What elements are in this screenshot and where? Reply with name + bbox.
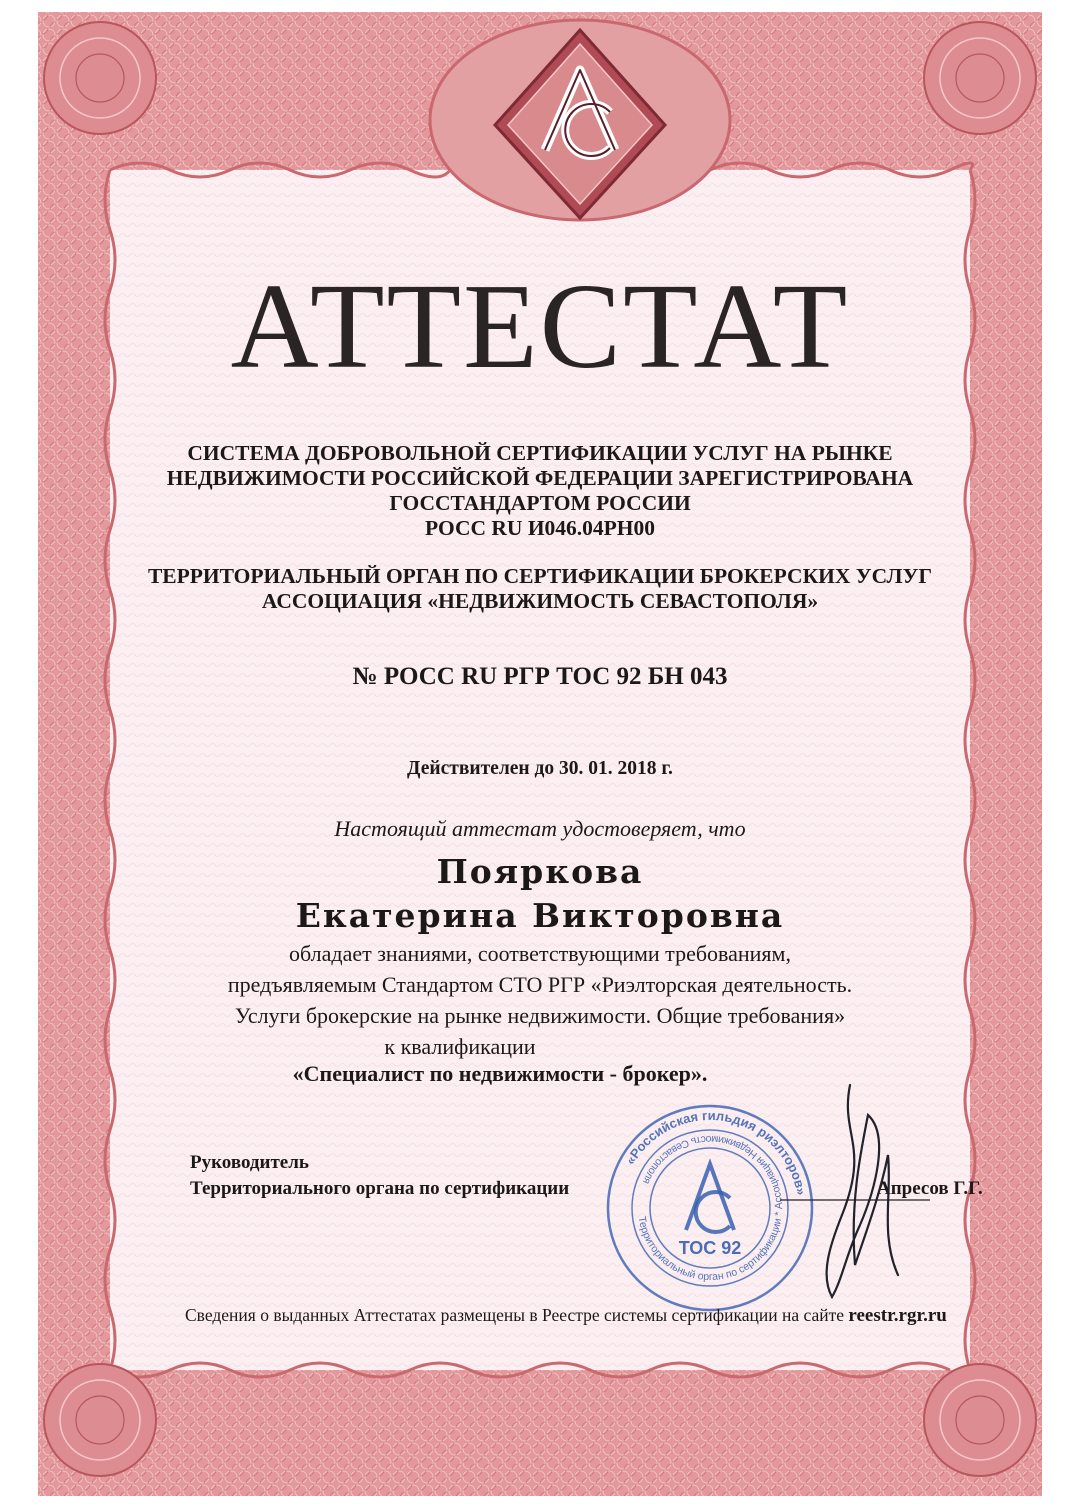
- qualification: «Специалист по недвижимости - брокер».: [292, 1061, 708, 1086]
- body-line-4: к квалификации: [384, 1034, 536, 1059]
- stamp-as-logo-icon: [686, 1164, 734, 1232]
- holder-surname: Пояркова: [436, 852, 644, 891]
- registry-site: reestr.rgr.ru: [848, 1305, 947, 1326]
- stamp-inner-text: Территориальный орган по сертификации * Ассоциация Недвижимость Севастополя: [635, 1132, 786, 1284]
- organ-line-1: ТЕРРИТОРИАЛЬНЫЙ ОРГАН ПО СЕРТИФИКАЦИИ БРОКЕРСКИХ УСЛУГ: [147, 564, 933, 588]
- system-line-3: ГОССТАНДАРТОМ РОССИИ: [389, 491, 691, 515]
- corner-rosette: [924, 22, 1036, 134]
- system-registration-number: РОСС RU И046.04РН00: [424, 516, 656, 540]
- registry-footer: [185, 1305, 947, 1327]
- certificate-title: АТТЕСТАТ: [230, 259, 850, 394]
- body-line-1: обладает знаниями, соответствующими требованиям,: [289, 941, 791, 966]
- valid-until: Действителен до 30. 01. 2018 г.: [407, 758, 673, 779]
- body-line-3: Услуги брокерские на рынке недвижимости. Общие требования»: [234, 1003, 846, 1028]
- svg-text:Территориальный орган по серти: [636, 1133, 786, 1283]
- signatory-role-line-2: Территориального органа по сертификации: [190, 1178, 570, 1199]
- body-line-2: предъявляемым Стандартом СТО РГР «Риэлторская деятельность.: [227, 972, 853, 997]
- top-medallion: [430, 20, 730, 220]
- system-line-1: СИСТЕМА ДОБРОВОЛЬНОЙ СЕРТИФИКАЦИИ УСЛУГ НА РЫНКЕ: [187, 441, 893, 465]
- organ-line-2: АССОЦИАЦИЯ «НЕДВИЖИМОСТЬ СЕВАСТОПОЛЯ»: [261, 589, 819, 613]
- corner-rosette: [44, 22, 156, 134]
- signatory-name: Апресов Г.Г.: [877, 1178, 983, 1199]
- stamp-center-text: ТОС 92: [678, 1238, 742, 1258]
- certificate-number: № РОСС RU РГР ТОС 92 БН 043: [352, 663, 728, 690]
- registry-footer-text: Сведения о выданных Аттестатах размещены в Реестре системы сертификации на сайте: [185, 1305, 845, 1325]
- holder-given-names: Екатерина Викторовна: [295, 896, 785, 935]
- certifies-text: Настоящий аттестат удостоверяет, что: [334, 816, 746, 841]
- corner-rosette: [44, 1364, 156, 1476]
- signatory-role-line-1: Руководитель: [190, 1152, 309, 1173]
- system-line-2: НЕДВИЖИМОСТИ РОССИЙСКОЙ ФЕДЕРАЦИИ ЗАРЕГИСТРИРОВАНА: [166, 466, 914, 490]
- stamp-outer-text: «Российская гильдия риэлторов»: [622, 1107, 810, 1197]
- corner-rosette: [924, 1364, 1036, 1476]
- handwritten-signature: [780, 1075, 930, 1305]
